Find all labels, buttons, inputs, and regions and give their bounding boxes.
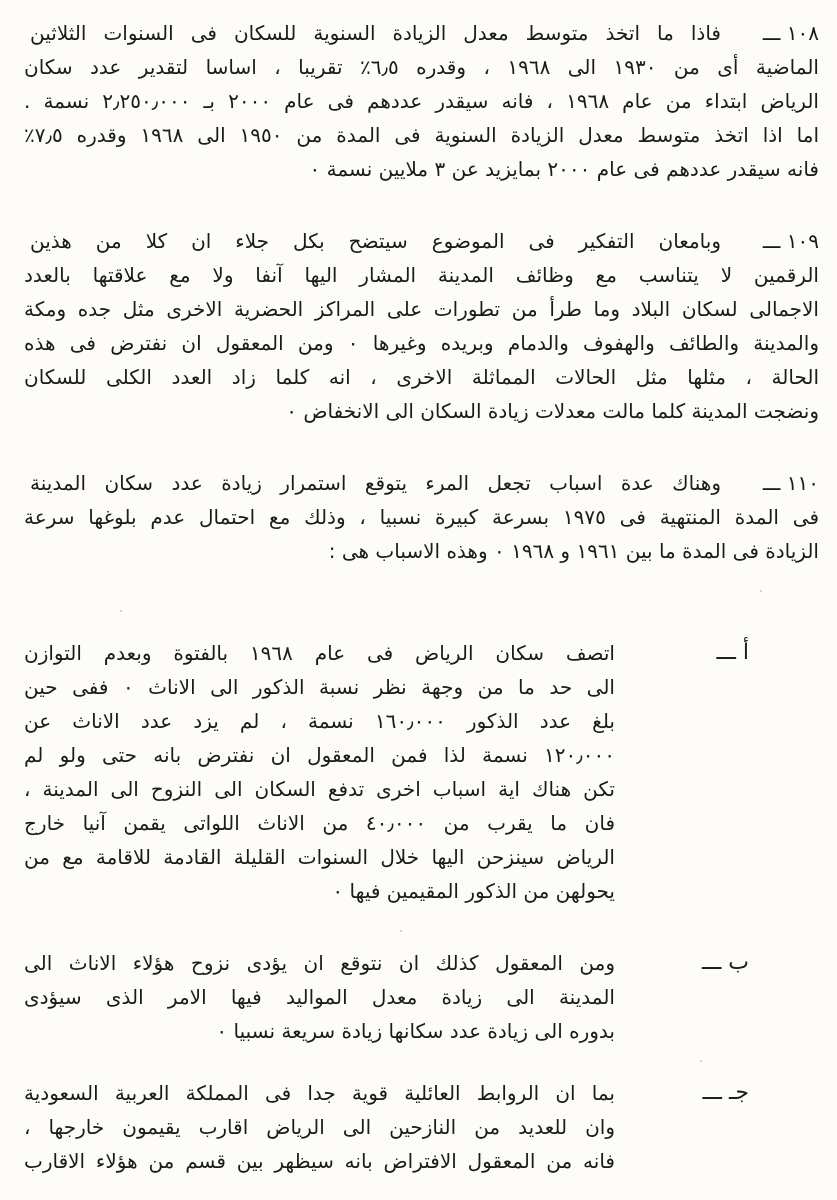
paragraph-109-line-6: ونضجت المدينة كلما مالت معدلات زيادة السكان الى الانخفاض ٠ — [286, 399, 819, 423]
paragraph-108-line-2: الماضية أى من ١٩٣٠ الى ١٩٦٨ ، وقدره ٦٫٥٪ تقريبا ، اساسا لتقدير عدد سكان — [24, 55, 819, 79]
reason-a-line-2: الى حد ما من وجهة نظر نسبة الذكور الى الاناث ٠ ففى حين — [24, 675, 615, 699]
reason-a-line-5: تكن هناك اية اسباب اخرى تدفع السكان الى النزوح الى المدينة ، — [24, 777, 615, 801]
paragraph-109-line-5: الحالة ، مثلها مثل الحالات المماثلة الاخرى ، انه كلما زاد العدد الكلى للسكان — [24, 365, 819, 389]
reason-b-line-1: ومن المعقول كذلك ان نتوقع ان يؤدى نزوح هؤلاء الاناث الى — [24, 951, 615, 975]
reason-a-line-1: اتصف سكان الرياض فى عام ١٩٦٨ بالفتوة وبعدم التوازن — [24, 641, 615, 665]
reason-c-line-3: فانه من المعقول الافتراض بانه سيظهر بين قسم من هؤلاء الاقارب — [24, 1149, 615, 1173]
paragraph-110-line-3: الزيادة فى المدة ما بين ١٩٦١ و ١٩٦٨ ٠ وهذه الاسباب هى : — [328, 539, 819, 563]
paragraph-110-line-1: وهناك عدة اسباب تجعل المرء يتوقع استمرار زيادة عدد سكان المدينة — [30, 471, 721, 495]
reason-a-line-8: يحولهن من الذكور المقيمين فيها ٠ — [332, 879, 615, 903]
paragraph-110-line-2: فى المدة المنتهية فى ١٩٧٥ بسرعة كبيرة نسبيا ، وذلك مع احتمال عدم بلوغها سرعة — [24, 505, 819, 529]
scan-speck — [760, 590, 762, 592]
paragraph-108-line-1: فاذا ما اتخذ متوسط معدل الزيادة السنوية للسكان فى السنوات الثلاثين — [30, 21, 721, 45]
scan-speck — [400, 930, 402, 932]
reason-b-marker: ب ـــ — [701, 950, 749, 975]
paragraph-number-109: ١٠٩ ـــ — [762, 229, 819, 253]
reason-b-line-2: المدينة الى زيادة معدل المواليد فيها الامر الذى سيؤدى — [24, 985, 615, 1009]
paragraph-108-line-5: فانه سيقدر عددهم فى عام ٢٠٠٠ بمايزيد عن ٣ ملايين نسمة ٠ — [309, 157, 819, 181]
reason-a-line-4: ١٢٠٫٠٠٠ نسمة لذا فمن المعقول ان نفترض بانه حتى ولو لم — [24, 743, 615, 767]
paragraph-number-108: ١٠٨ ـــ — [762, 21, 819, 45]
paragraph-109-line-2: الرقمين لا يتناسب مع وظائف المدينة المشار اليها آنفا ولا مع علاقتها بالعدد — [24, 263, 819, 287]
paragraph-number-110: ١١٠ ـــ — [762, 471, 819, 495]
paragraph-109-line-3: الاجمالى لسكان البلاد وما طرأ من تطورات على المراكز الحضرية الاخرى مثل جده ومكة — [24, 297, 819, 321]
reason-c-marker: جـ ـــ — [702, 1080, 749, 1105]
scan-speck — [120, 610, 122, 612]
reason-a-line-7: الرياض سينزحن اليها خلال السنوات القليلة القادمة للاقامة مع من — [24, 845, 615, 869]
scan-speck — [700, 1060, 702, 1062]
reason-c-line-1: بما ان الروابط العائلية قوية جدا فى المملكة العربية السعودية — [24, 1081, 615, 1105]
paragraph-109-line-4: والمدينة والطائف والهفوف والدمام وبريده وغيرها ٠ ومن المعقول ان نفترض فى هذه — [24, 331, 819, 355]
reason-a-line-3: بلغ عدد الذكور ١٦٠٫٠٠٠ نسمة ، لم يزد عدد الاناث عن — [24, 709, 615, 733]
reason-c-line-2: وان للعديد من النازحين الى الرياض اقارب يقيمون خارجها ، — [24, 1115, 615, 1139]
paragraph-109-line-1: وبامعان التفكير فى الموضوع سيتضح بكل جلاء ان كلا من هذين — [30, 229, 721, 253]
reason-a-line-6: فان ما يقرب من ٤٠٫٠٠٠ من الاناث اللواتى يقمن آنيا خارج — [24, 811, 615, 835]
reason-a-marker: أ ـــ — [716, 640, 749, 665]
paragraph-108-line-4: اما اذا اتخذ متوسط معدل الزيادة السنوية فى المدة من ١٩٥٠ الى ١٩٦٨ وقدره ٧٫٥٪ — [24, 123, 819, 147]
paragraph-108-line-3: الرياض ابتداء من عام ١٩٦٨ ، فانه سيقدر عددهم فى عام ٢٠٠٠ بـ ٢٫٢٥٠٫٠٠٠ نسمة . — [24, 89, 819, 113]
reason-b-line-3: بدوره الى زيادة عدد سكانها زيادة سريعة نسبيا ٠ — [216, 1019, 615, 1043]
